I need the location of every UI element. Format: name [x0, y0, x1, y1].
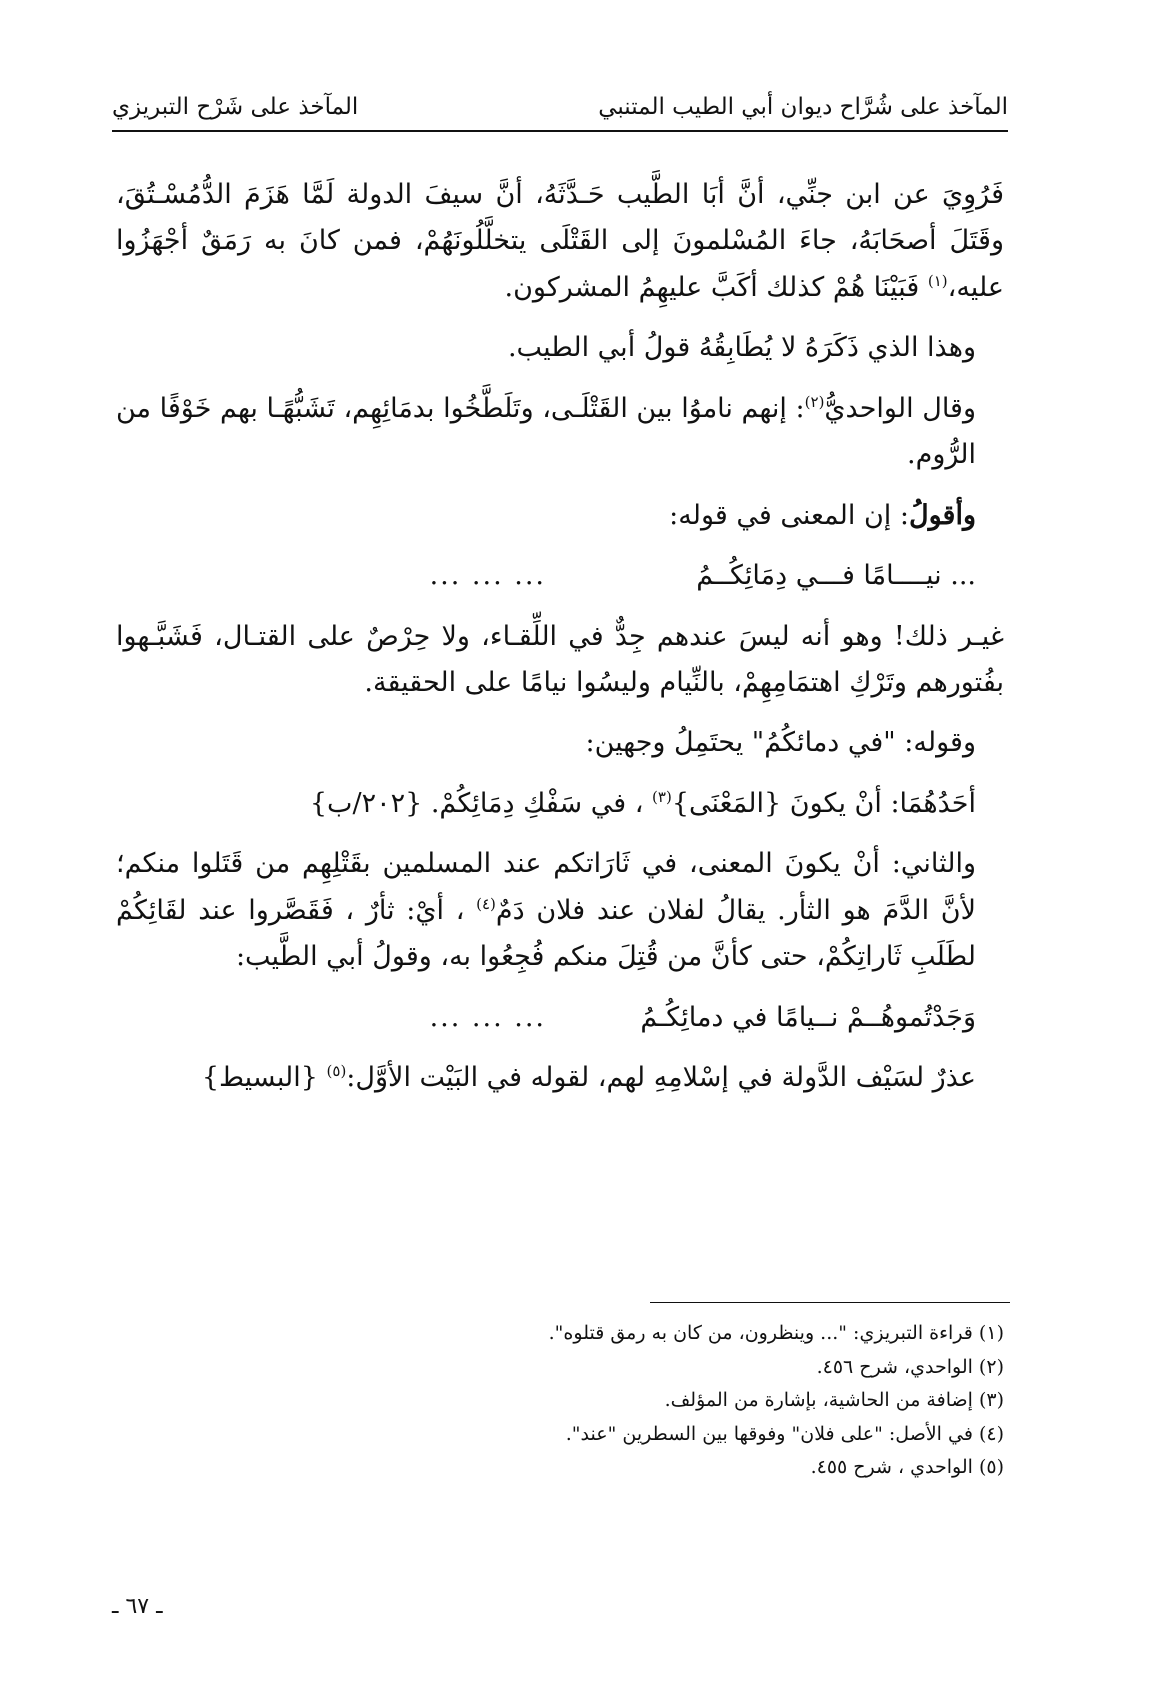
verse-1-first-hemistich: ... نيــــامًا فـــي دِمَائِكُــمُ — [696, 560, 976, 592]
footnote-ref-5: (٥) — [326, 1062, 347, 1080]
running-header — [112, 86, 1008, 128]
paragraph-1 — [116, 172, 1004, 311]
meter-name: {البسيط} — [201, 1062, 327, 1093]
paragraph-3 — [116, 386, 1004, 479]
paragraph-4-text: : إن المعنى في قوله: — [669, 499, 909, 531]
paragraph-6: وقوله: "في دمائكُمُ" يحتَمِلُ وجهين: — [585, 727, 976, 759]
paragraph-4 — [116, 493, 1004, 539]
paragraph-3-end: : إنهم ناموُا بين القَتْلَـى، وتَلَطَّخُوا بدمَائِهِم، تَشَبُّهًـا بهم خَوْفًا من الرُّوم. — [116, 392, 976, 471]
paragraph-1-text: فَرُوِيَ عن ابن جنِّي، أنَّ أبَا الطَّيب حَـدَّثَهُ، أنَّ سيفَ الدولة لَمَّا هَزَمَ الدُّمُسْـتُقَ، وقَتَلَ أصحَابَهُ، جاءَ المُسْلمونَ إلى القَتْلَى يتخلَّلُونَهُمْ، فمن كانَ به رَمَقٌ أجْهَزُوا عليه، — [116, 179, 1004, 303]
footnote-ref-3: (٣) — [652, 787, 672, 806]
paragraph-9-start: عذرٌ لسَيْف الدَّولة في إسْلامِهِ لهم، لقوله في البَيْت الأوَّل: — [346, 1062, 976, 1093]
footnote-1: (١) قراءة التبريزي: "... وينظرون، من كان به رمق قتلوه". — [548, 1322, 1004, 1344]
paragraph-8 — [116, 841, 1004, 980]
footnote-2: (٢) الواحدي، شرح ٤٥٦. — [816, 1355, 1004, 1378]
paragraph-1-end: فَبَيْنَا هُمْ كذلك أكَبَّ عليهِمُ المشركون. — [504, 271, 928, 303]
paragraph-2: وهذا الذي ذَكَرَهُ لا يُطَابِقُهُ قولُ أبي الطيب. — [507, 332, 976, 364]
verse-1-second-hemistich: ... ... ... — [429, 560, 546, 592]
paragraph-7 — [116, 781, 1004, 827]
header-section-title: المآخذ على شَرْح التبريزي — [112, 94, 359, 120]
paragraph-7-end: ، في سَفْكِ دِمَائِكُمْ. {٢٠٢/ب} — [309, 787, 653, 819]
paragraph-8-start: والثاني: أنْ يكونَ المعنى، في ثَارَاتكم عند المسلمين بقَتْلِهِم من قَتَلوا منكم؛ لأنَّ الدَّمَ هو الثأر. يقالُ لفلان عند فلان دَمٌ — [116, 848, 976, 926]
paragraph-7-start: أحَدُهُمَا: أنْ يكونَ {المَعْنَى} — [671, 787, 976, 819]
header-rule — [112, 130, 1008, 132]
footnote-4: (٤) في الأصل: "على فلان" وفوقها بين السطرين "عند". — [565, 1422, 1004, 1445]
header-book-title: المآخذ على شُرَّاح ديوان أبي الطيب المتنبي — [598, 94, 1008, 120]
verse-2-first-hemistich: وَجَدْتُموهُــمْ نــيامًا في دمائِكُـمُ — [640, 1001, 976, 1033]
footnote-rule — [650, 1302, 1010, 1303]
footnote-ref-1: (١) — [927, 271, 948, 290]
footnote-ref-2: (٢) — [804, 392, 825, 411]
footnote-5: (٥) الواحدي ، شرح ٤٥٥. — [810, 1456, 1004, 1479]
footnote-ref-4: (٤) — [476, 894, 496, 913]
footnote-3: (٣) إضافة من الحاشية، بإشارة من المؤلف. — [664, 1389, 1004, 1412]
page-number: ـ ٦٧ ـ — [112, 1594, 163, 1619]
paragraph-3-start: وقال الواحديُّ — [824, 392, 976, 424]
verse-1 — [116, 553, 1004, 599]
main-text — [116, 172, 1004, 1115]
paragraph-8-end: ، أيْ: ثأرٌ ، فَقَصَّروا عند لقَائِكُمْ لطَلَبِ ثَاراتِكُمْ، حتى كأنَّ من قُتِلَ منكم فُجِعُوا به، وقولُ أبي الطَّيب: — [116, 894, 976, 973]
author-says-label: وأقولُ — [908, 499, 976, 531]
footnotes — [400, 1318, 1004, 1486]
paragraph-5: غيـر ذلك! وهو أنه ليسَ عندهم جِدٌّ في اللِّقـاء، ولا حِرْصٌ على القتـال، فَشَبَّـهوا بفُتورهم وتَرْكِ اهتمَامِهِمْ، بالنِّيام وليسُوا نيامًا على الحقيقة. — [116, 620, 1004, 698]
paragraph-9 — [116, 1055, 1004, 1101]
verse-2-second-hemistich: ... ... ... — [429, 1001, 546, 1033]
verse-2 — [116, 995, 1004, 1041]
